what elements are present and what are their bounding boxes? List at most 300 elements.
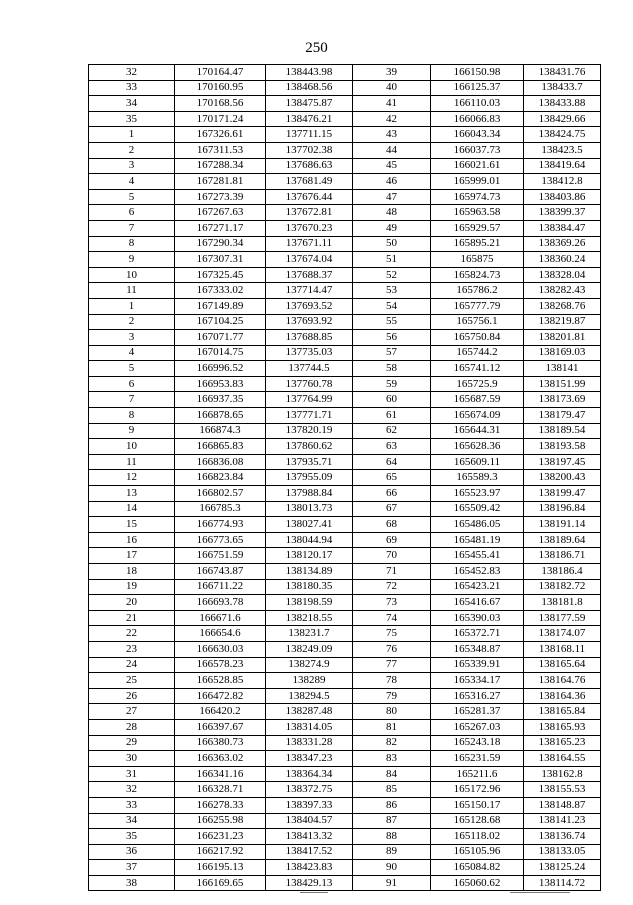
x-coordinate-cell: 167014.75 [175,345,266,361]
point-number-cell: 2 [89,314,175,330]
point-number-cell: 48 [353,205,431,221]
point-number-cell: 4 [89,345,175,361]
table-row [89,205,601,221]
x-coordinate-cell: 167325.45 [175,267,266,283]
y-coordinate-cell: 138200.43 [524,470,601,486]
x-coordinate-cell: 166654.6 [175,626,266,642]
x-coordinate-cell: 166255.98 [175,813,266,829]
y-coordinate-cell: 138468.56 [266,80,353,96]
x-coordinate-cell: 166802.57 [175,486,266,502]
x-coordinate-cell: 165334.17 [431,673,524,689]
x-coordinate-cell: 165452.83 [431,564,524,580]
point-number-cell: 87 [353,813,431,829]
y-coordinate-cell: 138423.5 [524,142,601,158]
x-coordinate-cell: 165267.03 [431,719,524,735]
y-coordinate-cell: 138404.57 [266,813,353,829]
point-number-cell: 34 [89,813,175,829]
point-number-cell: 6 [89,205,175,221]
x-coordinate-cell: 165744.2 [431,345,524,361]
x-coordinate-cell: 165756.1 [431,314,524,330]
y-coordinate-cell: 137935.71 [266,454,353,470]
point-number-cell: 73 [353,595,431,611]
x-coordinate-cell: 166420.2 [175,704,266,720]
x-coordinate-cell: 165481.19 [431,532,524,548]
x-coordinate-cell: 165211.6 [431,766,524,782]
x-coordinate-cell: 165824.73 [431,267,524,283]
x-coordinate-cell: 170164.47 [175,65,266,81]
x-coordinate-cell: 165455.41 [431,548,524,564]
point-number-cell: 10 [89,267,175,283]
y-coordinate-cell: 137711.15 [266,127,353,143]
x-coordinate-cell: 165644.31 [431,423,524,439]
point-number-cell: 80 [353,704,431,720]
x-coordinate-cell: 166397.67 [175,719,266,735]
x-coordinate-cell: 166341.16 [175,766,266,782]
table-row [89,423,601,439]
footer-line [510,892,570,893]
y-coordinate-cell: 137735.03 [266,345,353,361]
x-coordinate-cell: 167281.81 [175,174,266,190]
point-number-cell: 70 [353,548,431,564]
x-coordinate-cell: 166823.84 [175,470,266,486]
y-coordinate-cell: 138423.83 [266,860,353,876]
y-coordinate-cell: 137674.04 [266,252,353,268]
point-number-cell: 54 [353,298,431,314]
table-row [89,96,601,112]
y-coordinate-cell: 138165.84 [524,704,601,720]
x-coordinate-cell: 165281.37 [431,704,524,720]
y-coordinate-cell: 138164.55 [524,751,601,767]
x-coordinate-cell: 167271.17 [175,220,266,236]
point-number-cell: 61 [353,408,431,424]
x-coordinate-cell: 166363.02 [175,751,266,767]
point-number-cell: 5 [89,361,175,377]
x-coordinate-cell: 166743.87 [175,564,266,580]
y-coordinate-cell: 138120.17 [266,548,353,564]
x-coordinate-cell: 165875 [431,252,524,268]
point-number-cell: 34 [89,96,175,112]
point-number-cell: 23 [89,641,175,657]
table-row [89,127,601,143]
x-coordinate-cell: 165348.87 [431,641,524,657]
point-number-cell: 9 [89,423,175,439]
x-coordinate-cell: 170160.95 [175,80,266,96]
x-coordinate-cell: 165741.12 [431,361,524,377]
point-number-cell: 83 [353,751,431,767]
x-coordinate-cell: 170171.24 [175,111,266,127]
y-coordinate-cell: 138384.47 [524,220,601,236]
y-coordinate-cell: 138193.58 [524,439,601,455]
y-coordinate-cell: 138141.23 [524,813,601,829]
point-number-cell: 64 [353,454,431,470]
point-number-cell: 56 [353,330,431,346]
x-coordinate-cell: 165589.3 [431,470,524,486]
point-number-cell: 89 [353,844,431,860]
point-number-cell: 2 [89,142,175,158]
y-coordinate-cell: 138186.4 [524,564,601,580]
table-row [89,470,601,486]
x-coordinate-cell: 166785.3 [175,501,266,517]
point-number-cell: 8 [89,236,175,252]
x-coordinate-cell: 165060.62 [431,875,524,891]
y-coordinate-cell: 138180.35 [266,579,353,595]
x-coordinate-cell: 165628.36 [431,439,524,455]
point-number-cell: 22 [89,626,175,642]
y-coordinate-cell: 137714.47 [266,283,353,299]
table-row [89,298,601,314]
y-coordinate-cell: 138403.86 [524,189,601,205]
table-row [89,673,601,689]
x-coordinate-cell: 165609.11 [431,454,524,470]
y-coordinate-cell: 138133.05 [524,844,601,860]
y-coordinate-cell: 137671.11 [266,236,353,252]
x-coordinate-cell: 166472.82 [175,688,266,704]
point-number-cell: 55 [353,314,431,330]
x-coordinate-cell: 166773.65 [175,532,266,548]
x-coordinate-cell: 165172.96 [431,782,524,798]
y-coordinate-cell: 138397.33 [266,797,353,813]
x-coordinate-cell: 167288.34 [175,158,266,174]
point-number-cell: 15 [89,517,175,533]
x-coordinate-cell: 167326.61 [175,127,266,143]
table-row [89,751,601,767]
point-number-cell: 19 [89,579,175,595]
x-coordinate-cell: 165963.58 [431,205,524,221]
table-row [89,111,601,127]
x-coordinate-cell: 165423.21 [431,579,524,595]
point-number-cell: 76 [353,641,431,657]
x-coordinate-cell: 165509.42 [431,501,524,517]
y-coordinate-cell: 137670.23 [266,220,353,236]
y-coordinate-cell: 138164.36 [524,688,601,704]
x-coordinate-cell: 165150.17 [431,797,524,813]
x-coordinate-cell: 166043.34 [431,127,524,143]
y-coordinate-cell: 138027.41 [266,517,353,533]
point-number-cell: 28 [89,719,175,735]
x-coordinate-cell: 167273.39 [175,189,266,205]
point-number-cell: 88 [353,829,431,845]
y-coordinate-cell: 137672.81 [266,205,353,221]
x-coordinate-cell: 167149.89 [175,298,266,314]
x-coordinate-cell: 165105.96 [431,844,524,860]
y-coordinate-cell: 138177.59 [524,610,601,626]
y-coordinate-cell: 138155.53 [524,782,601,798]
y-coordinate-cell: 138174.07 [524,626,601,642]
x-coordinate-cell: 166578.23 [175,657,266,673]
y-coordinate-cell: 138369.26 [524,236,601,252]
x-coordinate-cell: 167311.53 [175,142,266,158]
point-number-cell: 90 [353,860,431,876]
table-row [89,595,601,611]
point-number-cell: 3 [89,330,175,346]
y-coordinate-cell: 138165.93 [524,719,601,735]
y-coordinate-cell: 137686.63 [266,158,353,174]
point-number-cell: 9 [89,252,175,268]
table-row [89,626,601,642]
point-number-cell: 31 [89,766,175,782]
y-coordinate-cell: 138294.5 [266,688,353,704]
x-coordinate-cell: 165674.09 [431,408,524,424]
x-coordinate-cell: 165084.82 [431,860,524,876]
table-row [89,548,601,564]
x-coordinate-cell: 166150.98 [431,65,524,81]
point-number-cell: 32 [89,65,175,81]
point-number-cell: 78 [353,673,431,689]
point-number-cell: 5 [89,189,175,205]
x-coordinate-cell: 166874.3 [175,423,266,439]
y-coordinate-cell: 137688.85 [266,330,353,346]
y-coordinate-cell: 138249.09 [266,641,353,657]
x-coordinate-cell: 166671.6 [175,610,266,626]
x-coordinate-cell: 167267.63 [175,205,266,221]
y-coordinate-cell: 137744.5 [266,361,353,377]
x-coordinate-cell: 166066.83 [431,111,524,127]
y-coordinate-cell: 138419.64 [524,158,601,174]
point-number-cell: 79 [353,688,431,704]
table-row [89,564,601,580]
x-coordinate-cell: 166528.85 [175,673,266,689]
point-number-cell: 1 [89,127,175,143]
point-number-cell: 21 [89,610,175,626]
y-coordinate-cell: 137764.99 [266,392,353,408]
table-row [89,65,601,81]
y-coordinate-cell: 138013.73 [266,501,353,517]
y-coordinate-cell: 138289 [266,673,353,689]
y-coordinate-cell: 138189.64 [524,532,601,548]
point-number-cell: 8 [89,408,175,424]
y-coordinate-cell: 138360.24 [524,252,601,268]
y-coordinate-cell: 138274.9 [266,657,353,673]
y-coordinate-cell: 138443.98 [266,65,353,81]
y-coordinate-cell: 138181.8 [524,595,601,611]
x-coordinate-cell: 165486.05 [431,517,524,533]
y-coordinate-cell: 138162.8 [524,766,601,782]
x-coordinate-cell: 166996.52 [175,361,266,377]
table-row [89,439,601,455]
point-number-cell: 35 [89,111,175,127]
table-row [89,252,601,268]
point-number-cell: 10 [89,439,175,455]
y-coordinate-cell: 138433.88 [524,96,601,112]
point-number-cell: 81 [353,719,431,735]
x-coordinate-cell: 166937.35 [175,392,266,408]
point-number-cell: 24 [89,657,175,673]
point-number-cell: 86 [353,797,431,813]
y-coordinate-cell: 138476.21 [266,111,353,127]
point-number-cell: 59 [353,376,431,392]
x-coordinate-cell: 167104.25 [175,314,266,330]
x-coordinate-cell: 167307.31 [175,252,266,268]
table-row [89,860,601,876]
point-number-cell: 84 [353,766,431,782]
y-coordinate-cell: 138151.99 [524,376,601,392]
point-number-cell: 66 [353,486,431,502]
point-number-cell: 25 [89,673,175,689]
y-coordinate-cell: 138191.14 [524,517,601,533]
point-number-cell: 11 [89,454,175,470]
table-row [89,267,601,283]
table-row [89,330,601,346]
x-coordinate-cell: 166836.08 [175,454,266,470]
x-coordinate-cell: 165725.9 [431,376,524,392]
point-number-cell: 57 [353,345,431,361]
x-coordinate-cell: 166217.92 [175,844,266,860]
table-row [89,392,601,408]
x-coordinate-cell: 165895.21 [431,236,524,252]
y-coordinate-cell: 137693.52 [266,298,353,314]
y-coordinate-cell: 138219.87 [524,314,601,330]
point-number-cell: 33 [89,80,175,96]
point-number-cell: 42 [353,111,431,127]
point-number-cell: 50 [353,236,431,252]
x-coordinate-cell: 166751.59 [175,548,266,564]
y-coordinate-cell: 138136.74 [524,829,601,845]
y-coordinate-cell: 137955.09 [266,470,353,486]
y-coordinate-cell: 138475.87 [266,96,353,112]
x-coordinate-cell: 165231.59 [431,751,524,767]
x-coordinate-cell: 165929.57 [431,220,524,236]
y-coordinate-cell: 138199.47 [524,486,601,502]
y-coordinate-cell: 137676.44 [266,189,353,205]
point-number-cell: 51 [353,252,431,268]
page-number: 250 [305,40,328,56]
x-coordinate-cell: 166693.78 [175,595,266,611]
x-coordinate-cell: 165750.84 [431,330,524,346]
point-number-cell: 45 [353,158,431,174]
table-row [89,610,601,626]
point-number-cell: 7 [89,392,175,408]
point-number-cell: 35 [89,829,175,845]
y-coordinate-cell: 138164.76 [524,673,601,689]
y-coordinate-cell: 137988.84 [266,486,353,502]
table-row [89,766,601,782]
point-number-cell: 71 [353,564,431,580]
point-number-cell: 12 [89,470,175,486]
y-coordinate-cell: 138287.48 [266,704,353,720]
table-row [89,532,601,548]
table-row [89,486,601,502]
x-coordinate-cell: 165999.01 [431,174,524,190]
y-coordinate-cell: 138182.72 [524,579,601,595]
footer-line [300,892,328,893]
point-number-cell: 33 [89,797,175,813]
table-row [89,844,601,860]
x-coordinate-cell: 166037.73 [431,142,524,158]
point-number-cell: 37 [89,860,175,876]
point-number-cell: 85 [353,782,431,798]
table-row [89,579,601,595]
point-number-cell: 14 [89,501,175,517]
table-row [89,236,601,252]
y-coordinate-cell: 137771.71 [266,408,353,424]
point-number-cell: 26 [89,688,175,704]
x-coordinate-cell: 165372.71 [431,626,524,642]
table-row [89,782,601,798]
y-coordinate-cell: 138165.23 [524,735,601,751]
x-coordinate-cell: 165316.27 [431,688,524,704]
point-number-cell: 53 [353,283,431,299]
y-coordinate-cell: 138424.75 [524,127,601,143]
y-coordinate-cell: 138196.84 [524,501,601,517]
point-number-cell: 39 [353,65,431,81]
table-row [89,189,601,205]
x-coordinate-cell: 167333.02 [175,283,266,299]
y-coordinate-cell: 138328.04 [524,267,601,283]
table-row [89,345,601,361]
x-coordinate-cell: 166278.33 [175,797,266,813]
point-number-cell: 77 [353,657,431,673]
point-number-cell: 16 [89,532,175,548]
point-number-cell: 20 [89,595,175,611]
point-number-cell: 62 [353,423,431,439]
x-coordinate-cell: 165786.2 [431,283,524,299]
point-number-cell: 30 [89,751,175,767]
y-coordinate-cell: 138417.52 [266,844,353,860]
x-coordinate-cell: 166328.71 [175,782,266,798]
table-row [89,704,601,720]
point-number-cell: 18 [89,564,175,580]
y-coordinate-cell: 138169.03 [524,345,601,361]
table-row [89,283,601,299]
y-coordinate-cell: 138044.94 [266,532,353,548]
x-coordinate-cell: 166195.13 [175,860,266,876]
point-number-cell: 4 [89,174,175,190]
x-coordinate-cell: 165390.03 [431,610,524,626]
coordinates-table-body [89,65,601,891]
x-coordinate-cell: 166125.37 [431,80,524,96]
x-coordinate-cell: 166878.65 [175,408,266,424]
y-coordinate-cell: 138282.43 [524,283,601,299]
point-number-cell: 46 [353,174,431,190]
x-coordinate-cell: 166711.22 [175,579,266,595]
y-coordinate-cell: 138347.23 [266,751,353,767]
y-coordinate-cell: 138201.81 [524,330,601,346]
point-number-cell: 13 [89,486,175,502]
point-number-cell: 11 [89,283,175,299]
x-coordinate-cell: 165974.73 [431,189,524,205]
y-coordinate-cell: 138372.75 [266,782,353,798]
x-coordinate-cell: 167290.34 [175,236,266,252]
y-coordinate-cell: 138433.7 [524,80,601,96]
point-number-cell: 7 [89,220,175,236]
point-number-cell: 43 [353,127,431,143]
y-coordinate-cell: 138413.32 [266,829,353,845]
table-row [89,735,601,751]
x-coordinate-cell: 165777.79 [431,298,524,314]
table-row [89,80,601,96]
point-number-cell: 65 [353,470,431,486]
x-coordinate-cell: 166865.83 [175,439,266,455]
table-row [89,875,601,891]
point-number-cell: 6 [89,376,175,392]
table-row [89,158,601,174]
x-coordinate-cell: 165416.67 [431,595,524,611]
table-row [89,641,601,657]
y-coordinate-cell: 138148.87 [524,797,601,813]
y-coordinate-cell: 138134.89 [266,564,353,580]
y-coordinate-cell: 137702.38 [266,142,353,158]
y-coordinate-cell: 137681.49 [266,174,353,190]
table-row [89,657,601,673]
table-row [89,501,601,517]
point-number-cell: 69 [353,532,431,548]
x-coordinate-cell: 166231.23 [175,829,266,845]
point-number-cell: 17 [89,548,175,564]
table-row [89,408,601,424]
x-coordinate-cell: 165523.97 [431,486,524,502]
point-number-cell: 68 [353,517,431,533]
point-number-cell: 1 [89,298,175,314]
